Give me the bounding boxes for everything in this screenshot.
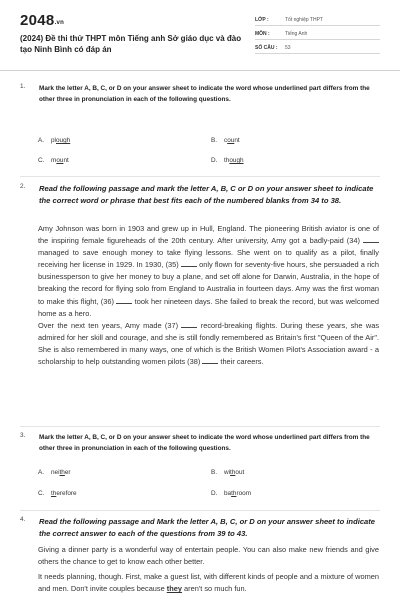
- passage-text: It needs planning, though. First, make a guest list, with different kinds of people and a mixture of women and men. Don't invite couples because: [38, 572, 379, 594]
- option-underlined: th: [51, 490, 57, 497]
- option-letter: D.: [211, 490, 218, 497]
- question-instruction: Mark the letter A, B, C, or D on your answer sheet to indicate the word whose underlined part differs from the other three in pronunciation in each of the following questions.: [39, 85, 370, 103]
- meta-label: SỐ CÂU :: [255, 44, 278, 51]
- passage-text: Amy Johnson was born in 1903 and grew up in Hull, England. The pioneering British aviator is one of the inspiring female figureheads of the 20th century. After university, Amy got a badly-paid (34): [38, 224, 379, 246]
- option-letter: B.: [211, 469, 218, 476]
- option-text: ba: [224, 490, 232, 497]
- header-divider: [0, 70, 400, 71]
- meta-label: LỚP :: [255, 16, 269, 23]
- passage-text: took her nineteen days. She failed to break the record, but was welcomed home as a hero.: [38, 296, 379, 318]
- reading-passage-1: [38, 223, 379, 368]
- passage-text: managed to save enough money to take flying lessons. She went on to qualify as a pilot, finally receiving her license in 1929. In 1930, (35): [38, 248, 379, 270]
- meta-row-subject: [255, 28, 380, 40]
- meta-row-class: [255, 14, 380, 26]
- option-letter: C.: [38, 157, 45, 164]
- option-letter: A.: [38, 137, 45, 144]
- option-text: er: [64, 469, 71, 476]
- question-number: 3.: [20, 432, 26, 439]
- blank-35[interactable]: [181, 260, 197, 267]
- blank-34[interactable]: [363, 236, 379, 243]
- section-divider: [20, 426, 380, 427]
- option-text: wi: [224, 469, 231, 476]
- option-underlined: ou: [227, 137, 235, 144]
- option-b[interactable]: [211, 137, 240, 144]
- option-underlined: th: [231, 490, 237, 497]
- underlined-word: they: [166, 584, 182, 594]
- option-underlined: ough: [55, 137, 71, 144]
- meta-label: MÔN :: [255, 30, 270, 37]
- passage-text: only flown for seventy-five hours, she persuaded a rich businessperson to give her money to buy a plane, and set off alone for Darwin, Australia, in the hope of breaking the record for flying solo from England to Australia in fourteen days. Amy was the first woman to make this flight, (36): [38, 260, 379, 306]
- exam-meta: [255, 14, 380, 56]
- meta-value: Tốt nghiệp THPT: [285, 16, 323, 23]
- question-2: [20, 183, 380, 207]
- option-text: nt: [234, 137, 240, 144]
- passage-text: aren't so much fun.: [181, 584, 247, 594]
- section-divider: [20, 176, 380, 177]
- option-c[interactable]: [38, 157, 69, 164]
- passage-paragraph: Giving a dinner party is a wonderful way of entertain people. You can also make new friends and give others the chance to get to know each other better.: [38, 545, 379, 567]
- option-text: c: [224, 137, 228, 144]
- option-underlined: ou: [56, 157, 64, 164]
- logo-suffix: .vn: [54, 20, 65, 26]
- option-text: erefore: [56, 490, 77, 497]
- question-3: [20, 432, 380, 454]
- logo-text: 2048: [20, 12, 55, 29]
- option-text: nei: [51, 469, 60, 476]
- option-underlined: th: [230, 469, 236, 476]
- reading-passage-2: [38, 544, 379, 595]
- option-text: room: [236, 490, 252, 497]
- section-divider: [20, 510, 380, 511]
- passage-paragraph: [38, 571, 379, 595]
- passage-paragraph: [38, 320, 379, 368]
- question-1: [20, 83, 380, 105]
- passage-text: Over the next ten years, Amy made (37): [38, 320, 182, 330]
- question-instruction: Mark the letter A, B, C, or D on your answer sheet to indicate the word whose underlined part differs from the other three in pronunciation in each of the following questions.: [39, 434, 370, 452]
- option-d[interactable]: [211, 157, 244, 164]
- blank-38[interactable]: [202, 357, 218, 364]
- page-header: [0, 0, 400, 70]
- option-text: m: [51, 157, 57, 164]
- option-letter: B.: [211, 137, 218, 144]
- question-number: 4.: [20, 516, 26, 523]
- option-letter: A.: [38, 469, 45, 476]
- question-instruction: Read the following passage and mark the letter A, B, C or D on your answer sheet to indicate the correct word or phrase that best fits each of the numbered blanks from 34 to 38.: [39, 184, 374, 205]
- option-c[interactable]: [38, 490, 77, 497]
- option-text: nt: [63, 157, 69, 164]
- option-underlined: th: [59, 469, 65, 476]
- option-underlined: ough: [229, 157, 244, 164]
- question-instruction: Read the following passage and Mark the letter A, B, C, or D on your answer sheet to indicate the correct answer to each of the questions from 39 to 43.: [39, 517, 376, 538]
- question-4: [20, 516, 380, 540]
- option-text: pl: [51, 137, 56, 144]
- passage-paragraph: [38, 223, 379, 320]
- blank-36[interactable]: [116, 297, 132, 304]
- blank-37[interactable]: [181, 321, 197, 328]
- meta-row-count: [255, 42, 380, 54]
- passage-text: record-breaking flights. During these years, she was admired for her skill and courage, and she is still fondly remembered as Britain's first "Queen of the Air". She is also remembered in many ways, one of which is the British Women Pilot's Association award - a scholarship to help outstanding women pilots (38): [38, 320, 380, 367]
- option-b[interactable]: [211, 469, 244, 476]
- site-logo[interactable]: [20, 12, 64, 29]
- option-letter: C.: [38, 490, 45, 497]
- passage-text: their careers.: [218, 357, 264, 367]
- meta-value: Tiếng Anh: [285, 30, 308, 37]
- option-a[interactable]: [38, 469, 71, 476]
- meta-value: 53: [285, 44, 291, 51]
- document-title: (2024) Đề thi thử THPT môn Tiếng anh Sở giáo dục và đào tạo Ninh Bình có đáp án: [20, 34, 242, 54]
- option-a[interactable]: [38, 137, 70, 144]
- option-d[interactable]: [211, 490, 251, 497]
- question-number: 2.: [20, 183, 26, 190]
- option-text: th: [224, 157, 230, 164]
- option-letter: D.: [211, 157, 218, 164]
- option-text: out: [235, 469, 245, 476]
- question-number: 1.: [20, 83, 26, 90]
